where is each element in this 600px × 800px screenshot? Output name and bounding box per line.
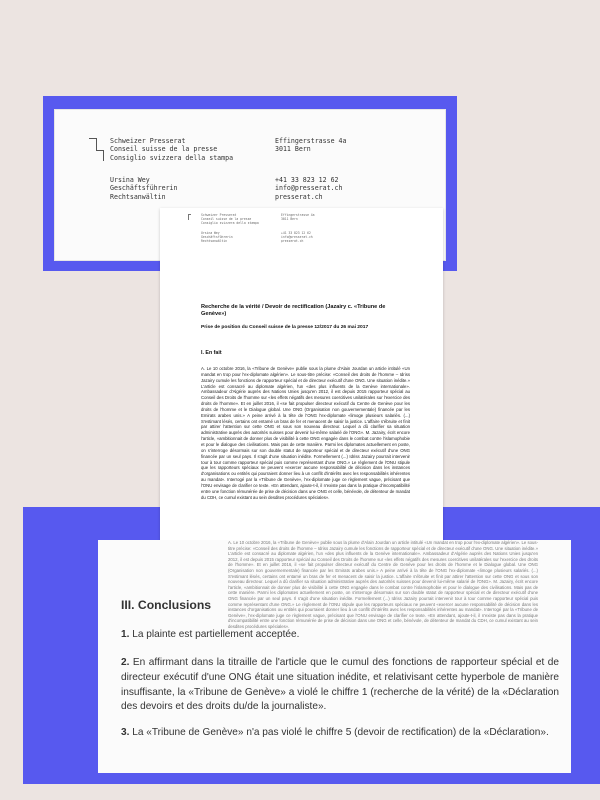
person-title: Rechtsanwältin — [110, 192, 166, 201]
mini-contact-email: info@presserat.ch — [281, 234, 313, 239]
mini-person-name: Ursina Wey — [201, 231, 220, 235]
mini-address-city: 3011 Bern — [281, 216, 298, 221]
person-role: Geschäftsführerin — [110, 184, 178, 193]
address-city: 3011 Bern — [275, 145, 311, 154]
logo-bracket-part — [96, 138, 97, 150]
conclusion-item-1 — [121, 628, 559, 643]
mini-person-block — [201, 232, 233, 244]
mini-logo-bracket — [188, 214, 191, 220]
org-name-fr: Conseil suisse de la presse — [110, 145, 218, 154]
document-title: Recherche de la vérité / Devoir de rectification (Jazairy c. «Tribune de Genève») — [201, 304, 386, 317]
conclusion-number: 1. — [121, 629, 130, 640]
conclusion-item-2 — [121, 656, 559, 715]
mini-contact-block — [281, 232, 313, 244]
mini-person-title: Rechtsanwältin — [201, 238, 228, 243]
mini-org-block — [201, 214, 259, 226]
contact-block — [275, 176, 343, 201]
conclusion-text: La plainte est partiellement acceptée. — [129, 629, 300, 640]
conclusion-number: 2. — [121, 657, 130, 668]
contact-web: presserat.ch — [275, 192, 323, 201]
body-paragraph: A. Le 10 octobre 2016, la «Tribune de Genève» publie sous la plume d'Alain Jourdan un article intitulé «Un mandat en trop pour l'ex-diplomate algérien». Le sous-titre précise: «Conseil des droits de l'homme – Idriss Jazairy cumule les fonctions de rapporteur spécial et de directeur exécutif d'une ONG. Une situation inédite.» L'article est consacré au diplomate algérien, l'un «des plus influents de la Genève internationale». Ambassadeur d'Algérie auprès des Nations Unies jusqu'en 2012, il est depuis 2015 rapporteur spécial au Conseil des Droits de l'homme sur «les effets négatifs des mesures coercitives unilatérales sur l'exercice des droits de l'homme». Et en juillet 2016, il «se fait propulser directeur exécutif du Centre de Genève pour les droits de l'homme et le Dialogue global. Une ONG (Organisation non gouvernementale) financée par les Emirats arabes unis.» A peine arrivé à la tête de l'ONG l'ex-diplomate «limoge plusieurs salariés. (...) S'estimant lésés, certains ont entamé un bras de fer et menacent de saisir la justice. L'affaire s'ébruite et finit par attirer l'attention sur cette ONG et sous son nouveau directeur. Lequel a dû clarifier sa situation administrative auprès des autorités suisses pour devenir lui-même salarié de l'ONG». M. Jazairy, écrit encore l'article, «ambitionnait de donner plus de visibilité à cette ONG engagée dans le combat contre l'islamophobie et pour le dialogue des civilisations. Mais pas de cette manière. Parmi les diplomates actuellement en poste, on s'interroge désormais sur son double statut de rapporteur spécial et de directeur exécutif d'une ONG financée par un seul pays. Il s'agit d'une situation inédite. Formellement (...) Idriss Jazairy pourrait intervenir tour à tour comme rapporteur spécial puis comme représentant d'une ONG.» Le règlement de l'ONU stipule que les rapporteurs spéciaux ne peuvent «exercer aucune responsabilité de décision dans les instances d'organisations ou entités qui pourraient donner lieu à un conflit d'intérêts avec les responsabilités inhérentes au mandat». Interrogé par la «Tribune de Genève», l'ex-diplomate juge ce règlement vague, précisant que l'ONU envisage de clarifier ce texte. «En attendant, ajoute-t-il, il n'existe pas dans la pratique d'incompatibilité entre une fonction rémunérée de prise de décision dans une ONG et celle, bénévole, de détenteur de mandat du CDH, ce cumul existant au sein desdites procédures spéciales». — [201, 366, 410, 500]
section-heading-facts: I. En fait — [201, 350, 222, 356]
logo-bracket-part — [103, 150, 104, 161]
document-subtitle: Prise de position du Conseil suisse de la presse 12/2017 du 26 mai 2017 — [201, 325, 369, 330]
continued-body-text: A. Le 10 octobre 2016, la «Tribune de Genève» publie sous la plume d'Alain Jourdan un article intitulé «Un mandat en trop pour l'ex-diplomate algérien». Le sous-titre précise: «Conseil des droits de l'homme – Idriss Jazairy cumule les fonctions de rapporteur spécial et de directeur exécutif d'une ONG. Une situation inédite.» L'article est consacré au diplomate algérien, l'un «des plus influents de la Genève internationale». Ambassadeur d'Algérie auprès des Nations Unies jusqu'en 2012, il est depuis 2015 rapporteur spécial au Conseil des Droits de l'homme sur «les effets négatifs des mesures coercitives unilatérales sur l'exercice des droits de l'homme». Et en juillet 2016, il «se fait propulser directeur exécutif du Centre de Genève pour les droits de l'homme et le Dialogue global. Une ONG (Organisation non gouvernementale) financée par les Emirats arabes unis.» A peine arrivé à la tête de l'ONG l'ex-diplomate «limoge plusieurs salariés. (...) S'estimant lésés, certains ont entamé un bras de fer et menacent de saisir la justice. L'affaire s'ébruite et finit par attirer l'attention sur cette ONG et sous son nouveau directeur. Lequel a dû clarifier sa situation administrative auprès des autorités suisses pour devenir lui-même salarié de l'ONG». M. Jazairy, écrit encore l'article, «ambitionnait de donner plus de visibilité à cette ONG engagée dans le combat contre l'islamophobie et pour le dialogue des civilisations. Mais pas de cette manière. Parmi les diplomates actuellement en poste, on s'interroge désormais sur son double statut de rapporteur spécial et de directeur exécutif d'une ONG financée par un seul pays. Il s'agit d'une situation inédite. Formellement (...) Idriss Jazairy pourrait intervenir tour à tour comme rapporteur spécial puis comme représentant d'une ONG.» Le règlement de l'ONU stipule que les rapporteurs spéciaux ne peuvent «exercer aucune responsabilité de décision dans les instances d'organisations ou entités qui pourraient donner lieu à un conflit d'intérêts avec les responsabilités inhérentes au mandat». Interrogé par la «Tribune de Genève», l'ex-diplomate juge ce règlement vague, précisant que l'ONU envisage de clarifier ce texte. «En attendant, ajoute-t-il, il n'existe pas dans la pratique d'incompatibilité entre une fonction rémunérée de prise de décision dans une ONG et celle, bénévole, de détenteur de mandat du CDH, ce cumul existant au sein desdites procédures spéciales». — [228, 540, 538, 629]
address-street: Effingerstrasse 4a — [275, 137, 347, 145]
person-name: Ursina Wey — [110, 176, 150, 184]
mini-org-de: Schweizer Presserat — [201, 213, 237, 217]
conclusions-card — [98, 540, 571, 773]
org-name-it: Consiglio svizzera della stampa — [110, 153, 234, 162]
mini-org-it: Consiglio svizzera della stampa — [201, 220, 259, 225]
conclusion-item-3 — [121, 726, 559, 741]
logo-bracket — [89, 138, 96, 139]
logo-bracket-part — [96, 150, 103, 151]
org-name-block — [110, 137, 233, 162]
document-body — [201, 366, 410, 561]
mini-org-fr: Conseil suisse de la presse — [201, 216, 252, 221]
contact-phone: +41 33 823 12 62 — [275, 176, 339, 184]
mini-address-block — [281, 214, 315, 222]
mini-address-street: Effingerstrasse 4a — [281, 213, 315, 217]
conclusion-number: 3. — [121, 727, 130, 738]
address-block — [275, 137, 346, 154]
contact-email: info@presserat.ch — [275, 184, 343, 193]
person-block — [110, 176, 178, 201]
conclusion-text: La «Tribune de Genève» n'a pas violé le chiffre 5 (devoir de rectification) de la «Déclaration». — [129, 727, 549, 738]
document-page — [160, 208, 443, 568]
conclusion-text: En affirmant dans la titraille de l'article que le cumul des fonctions de rapporteur spécial et de directeur exécutif d'une ONG était une situation inédite, et relativisant cette hyperbole de manière insuffisante, la «Tribune de Genève» a violé le chiffre 1 (recherche de la vérité) de la «Déclaration des devoirs et des droits du/de la journaliste». — [121, 657, 559, 713]
mini-contact-web: presserat.ch — [281, 238, 304, 243]
mini-person-role: Geschäftsführerin — [201, 234, 233, 239]
conclusions-heading: III. Conclusions — [121, 598, 212, 612]
org-name-de: Schweizer Presserat — [110, 137, 186, 145]
mini-contact-phone: +41 33 823 12 62 — [281, 231, 311, 235]
